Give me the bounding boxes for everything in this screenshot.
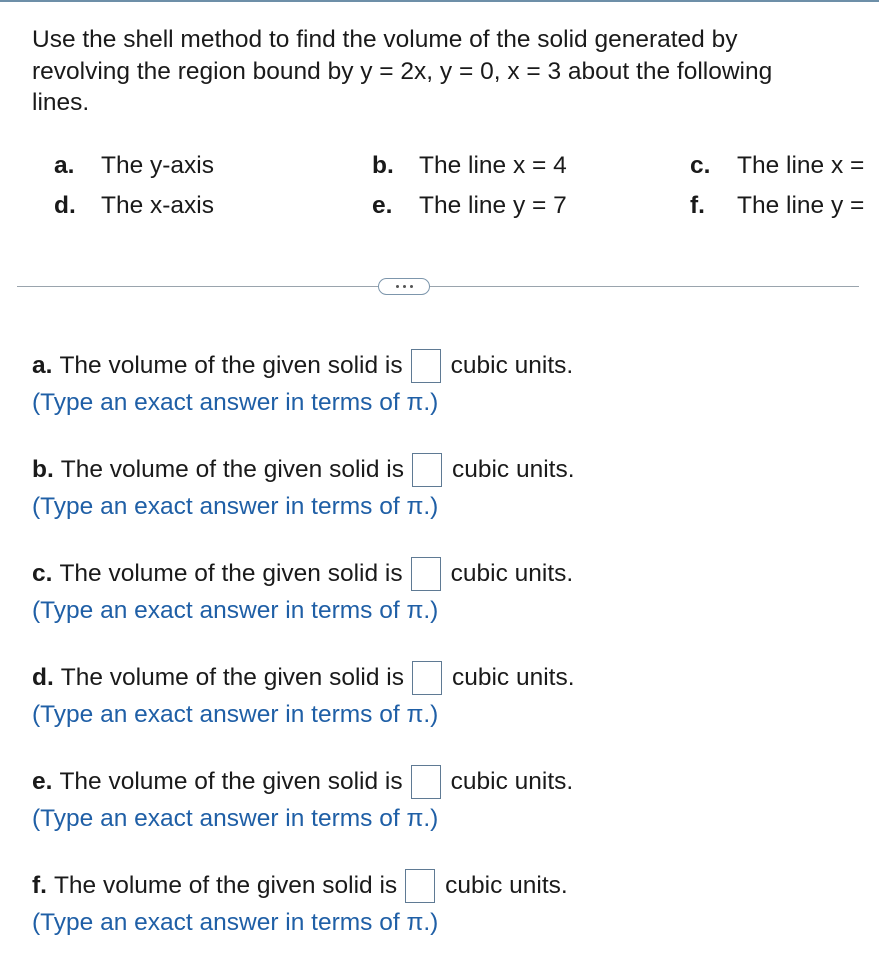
part-label: The y-axis: [101, 152, 215, 179]
answer-suffix: cubic units.: [451, 456, 575, 483]
answer-hint: (Type an exact answer in terms of π.): [32, 389, 439, 416]
answer-hint: (Type an exact answer in terms of π.): [32, 597, 439, 624]
answer-prefix: The volume of the given solid is: [59, 352, 403, 379]
answer-suffix: cubic units.: [450, 768, 574, 795]
part-label: The line x =: [737, 152, 865, 179]
part-letter: a.: [54, 152, 75, 179]
answer-letter: f.: [32, 872, 47, 899]
answer-suffix: cubic units.: [445, 872, 568, 899]
answer-e: [32, 765, 573, 799]
ellipsis-icon: [410, 285, 413, 288]
answer-suffix: cubic units.: [450, 560, 574, 587]
part-b: [372, 151, 567, 181]
answer-input-a[interactable]: [411, 349, 441, 383]
question-text: Use the shell method to find the volume of the solid generated by revolving the region bound by y = 2x, y = 0, x = 3 about the following lines.: [32, 26, 773, 116]
answer-letter: c.: [32, 560, 53, 587]
answer-input-c[interactable]: [411, 557, 441, 591]
part-label: The x-axis: [101, 192, 215, 219]
section-divider: [17, 286, 859, 287]
answer-input-b[interactable]: [412, 453, 442, 487]
part-label: The line y = 7: [419, 192, 567, 219]
expand-more-button[interactable]: [378, 278, 430, 295]
part-d: [54, 191, 214, 221]
ellipsis-icon: [396, 285, 399, 288]
answer-prefix: The volume of the given solid is: [59, 560, 403, 587]
part-letter: c.: [690, 152, 711, 179]
answer-hint: (Type an exact answer in terms of π.): [32, 909, 439, 936]
answer-letter: b.: [32, 456, 54, 483]
part-letter: d.: [54, 192, 76, 219]
part-e: [372, 191, 567, 221]
ellipsis-icon: [403, 285, 406, 288]
answer-input-f[interactable]: [405, 869, 435, 903]
part-f: [690, 191, 879, 221]
answer-input-d[interactable]: [412, 661, 442, 695]
part-letter: b.: [372, 152, 394, 179]
answer-suffix: cubic units.: [451, 664, 575, 691]
answer-prefix: The volume of the given solid is: [60, 456, 404, 483]
part-label: The line y =: [737, 192, 865, 219]
answer-hint: (Type an exact answer in terms of π.): [32, 493, 439, 520]
answer-a: [32, 349, 573, 383]
answer-letter: a.: [32, 352, 53, 379]
answer-letter: e.: [32, 768, 53, 795]
top-rule: [0, 0, 879, 2]
answer-b: [32, 453, 575, 487]
answer-c: [32, 557, 573, 591]
answer-hint: (Type an exact answer in terms of π.): [32, 805, 439, 832]
part-letter: f.: [690, 192, 705, 219]
answer-prefix: The volume of the given solid is: [59, 768, 403, 795]
answer-input-e[interactable]: [411, 765, 441, 799]
part-a: [54, 151, 214, 181]
answer-d: [32, 661, 575, 695]
part-c: [690, 151, 879, 181]
answer-hint: (Type an exact answer in terms of π.): [32, 701, 439, 728]
answer-suffix: cubic units.: [450, 352, 574, 379]
part-label: The line x = 4: [419, 152, 567, 179]
answer-f: [32, 869, 568, 903]
part-letter: e.: [372, 192, 393, 219]
answer-prefix: The volume of the given solid is: [60, 664, 404, 691]
answer-letter: d.: [32, 664, 54, 691]
answer-prefix: The volume of the given solid is: [53, 872, 398, 899]
